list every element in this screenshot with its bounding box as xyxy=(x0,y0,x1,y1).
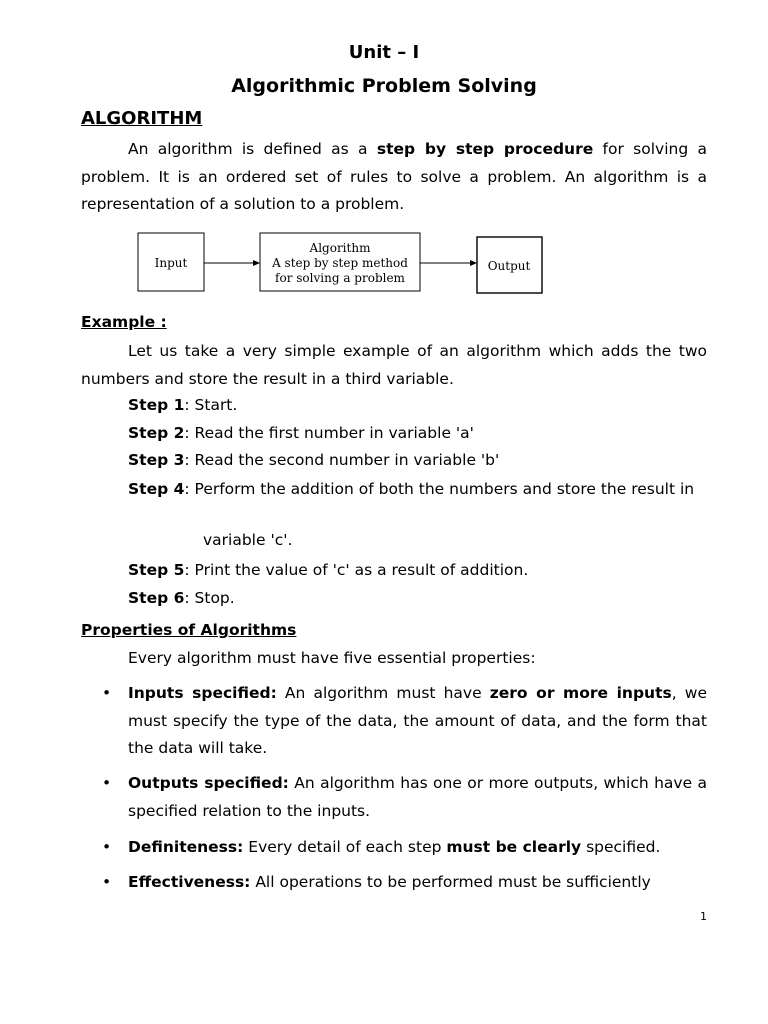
bullet-marker: • xyxy=(102,838,112,856)
step-3: Step 3: Read the second number in variable 'b' xyxy=(128,451,500,469)
arrowhead-2 xyxy=(470,260,477,266)
input-label: Input xyxy=(154,256,188,270)
bullet-marker: • xyxy=(102,684,112,702)
properties-intro: Every algorithm must have five essential properties: xyxy=(128,649,536,667)
property-definiteness: Definiteness: Every detail of each step must be clearly specified. xyxy=(128,838,661,856)
algorithm-heading: ALGORITHM xyxy=(81,108,203,129)
property-inputs: Inputs specified: An algorithm must have zero or more inputs, we must specify the type of the data, the amount of data, and the form that the data will take. xyxy=(128,684,707,757)
algorithm-box-line3: for solving a problem xyxy=(275,271,405,285)
example-heading: Example : xyxy=(81,313,167,331)
arrowhead-1 xyxy=(253,260,260,266)
step-6: Step 6: Stop. xyxy=(128,589,235,607)
algorithm-definition: An algorithm is defined as a step by step procedure for solving a problem. It is an ordered set of rules to solve a problem. An algorithm is a representation of a solution to a problem. xyxy=(81,140,707,213)
page-title: Algorithmic Problem Solving xyxy=(231,75,537,97)
algorithm-box-line2: A step by step method xyxy=(272,256,408,270)
definition-emphasis: step by step procedure xyxy=(376,140,594,158)
step-2: Step 2: Read the first number in variable 'a' xyxy=(128,424,474,442)
algorithm-flow-diagram xyxy=(137,231,547,297)
bullet-marker: • xyxy=(102,873,112,891)
properties-heading: Properties of Algorithms xyxy=(81,621,297,639)
step-1: Step 1: Start. xyxy=(128,396,238,414)
property-effectiveness: Effectiveness: All operations to be performed must be sufficiently xyxy=(128,873,651,891)
step-5: Step 5: Print the value of 'c' as a result of addition. xyxy=(128,561,529,579)
output-label: Output xyxy=(487,259,531,273)
property-outputs: Outputs specified: An algorithm has one or more outputs, which have a specified relation to the inputs. xyxy=(128,774,707,820)
unit-title: Unit – I xyxy=(348,42,420,63)
algorithm-box-line1: Algorithm xyxy=(309,241,371,255)
step-4: Step 4: Perform the addition of both the numbers and store the result in xyxy=(128,480,695,498)
example-intro: Let us take a very simple example of an algorithm which adds the two numbers and store the result in a third variable. xyxy=(81,342,707,388)
bullet-marker: • xyxy=(102,774,112,792)
page-number: 1 xyxy=(700,910,707,923)
step-4-continuation: variable 'c'. xyxy=(203,531,293,549)
